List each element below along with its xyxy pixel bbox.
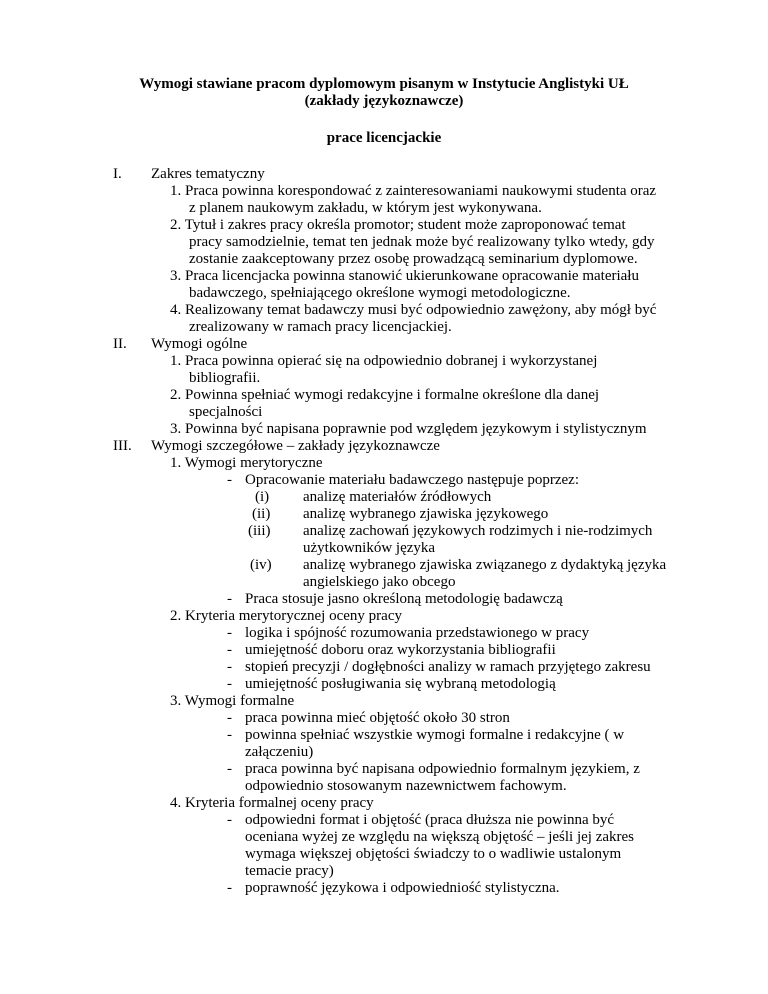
bullet-continuation: załączeniu) (245, 744, 314, 760)
list-item: 2. Kryteria merytorycznej oceny pracy (170, 608, 402, 624)
section-heading: Zakres tematyczny (151, 166, 265, 182)
list-item-continuation: bibliografii. (189, 370, 261, 386)
bullet-text: powinna spełniać wszystkie wymogi formalne i redakcyjne ( w (245, 727, 625, 743)
sub-item-continuation: angielskiego jako obcego (303, 574, 456, 590)
dash-bullet: - (227, 880, 232, 896)
dash-bullet: - (227, 642, 232, 658)
roman-marker: (i) (255, 489, 270, 505)
sub-item-continuation: użytkowników języka (303, 540, 436, 556)
bullet-text: umiejętność posługiwania się wybraną metodologią (245, 676, 556, 692)
bullet-text: praca powinna mieć objętość około 30 stron (245, 710, 510, 726)
roman-marker: (ii) (252, 506, 271, 522)
bullet-text: stopień precyzji / dogłębności analizy w ramach przyjętego zakresu (245, 659, 651, 675)
list-item: 2. Powinna spełniać wymogi redakcyjne i formalne określone dla danej (170, 387, 600, 403)
sub-item-text: analizę wybranego zjawiska związanego z dydaktyką języka (303, 557, 667, 573)
bullet-text: Praca stosuje jasno określoną metodologię badawczą (245, 591, 563, 607)
bullet-continuation: odpowiednio stosowanym nazewnictwem fachowym. (245, 778, 567, 794)
list-item: 1. Praca powinna opierać się na odpowiednio dobranej i wykorzystanej (170, 353, 598, 369)
dash-bullet: - (227, 710, 232, 726)
roman-marker: (iv) (250, 557, 272, 573)
list-item-continuation: z planem naukowym zakładu, w którym jest wykonywana. (189, 200, 542, 216)
list-item-continuation: zostanie zaakceptowany przez osobę prowadzącą seminarium dyplomowe. (189, 251, 638, 267)
roman-marker: (iii) (248, 523, 271, 539)
list-item: 1. Praca powinna korespondować z zainteresowaniami naukowymi studenta oraz (170, 183, 657, 199)
list-item-continuation: specjalności (189, 404, 263, 420)
dash-bullet: - (227, 591, 232, 607)
section-heading: Wymogi szczegółowe – zakłady językoznawcze (151, 438, 440, 454)
bullet-continuation: temacie pracy) (245, 863, 334, 879)
dash-bullet: - (227, 625, 232, 641)
list-item: 1. Wymogi merytoryczne (170, 455, 323, 471)
list-item-continuation: pracy samodzielnie, temat ten jednak może być realizowany tylko wtedy, gdy (189, 234, 655, 250)
dash-bullet: - (227, 727, 232, 743)
sub-item-text: analizę wybranego zjawiska językowego (303, 506, 549, 522)
section-numeral: I. (113, 166, 122, 182)
bullet-text: umiejętność doboru oraz wykorzystania bibliografii (245, 642, 556, 658)
dash-bullet: - (227, 659, 232, 675)
list-item: 4. Kryteria formalnej oceny pracy (170, 795, 374, 811)
bullet-continuation: wymaga większej objętości świadczy to o wadliwie ustalonym (245, 846, 622, 862)
bullet-text: logika i spójność rozumowania przedstawionego w pracy (245, 625, 590, 641)
list-item: 2. Tytuł i zakres pracy określa promotor; student może zaproponować temat (170, 217, 626, 233)
bullet-text: Opracowanie materiału badawczego następuje poprzez: (245, 472, 579, 488)
sub-item-text: analizę zachowań językowych rodzimych i nie-rodzimych (303, 523, 653, 539)
dash-bullet: - (227, 812, 232, 828)
list-item-continuation: zrealizowany w ramach pracy licencjackiej. (189, 319, 452, 335)
list-item: 4. Realizowany temat badawczy musi być odpowiednio zawężony, aby mógł być (170, 302, 657, 318)
bullet-text: praca powinna być napisana odpowiednio formalnym językiem, z (245, 761, 640, 777)
list-item-continuation: badawczego, spełniającego określone wymogi metodologiczne. (189, 285, 571, 301)
list-item: 3. Powinna być napisana poprawnie pod względem językowym i stylistycznym (170, 421, 647, 437)
dash-bullet: - (227, 761, 232, 777)
list-item: 3. Wymogi formalne (170, 693, 295, 709)
section-heading: Wymogi ogólne (151, 336, 248, 352)
sub-item-text: analizę materiałów źródłowych (303, 489, 492, 505)
document-title-subline: (zakłady językoznawcze) (304, 93, 464, 109)
bullet-text: odpowiedni format i objętość (praca dłuższa nie powinna być (245, 812, 615, 828)
document-subtitle: prace licencjackie (326, 130, 442, 146)
bullet-text: poprawność językowa i odpowiedniość stylistyczna. (245, 880, 560, 896)
dash-bullet: - (227, 472, 232, 488)
section-numeral: III. (113, 438, 132, 454)
list-item: 3. Praca licencjacka powinna stanowić ukierunkowane opracowanie materiału (170, 268, 639, 284)
dash-bullet: - (227, 676, 232, 692)
document-title: Wymogi stawiane pracom dyplomowym pisanym w Instytucie Anglistyki UŁ (139, 76, 629, 92)
bullet-continuation: oceniana wyżej ze względu na większą objętość – jeśli jej zakres (245, 829, 634, 845)
section-numeral: II. (113, 336, 127, 352)
